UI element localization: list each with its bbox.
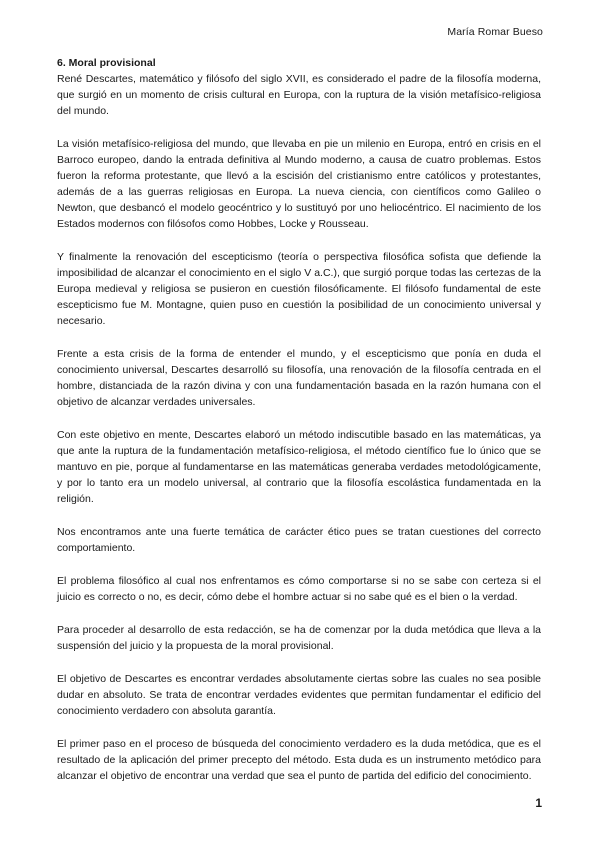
paragraph: Para proceder al desarrollo de esta redacción, se ha de comenzar por la duda metódica que lleva a la suspensión del juicio y la propuesta de la moral provisional. — [57, 624, 541, 652]
paragraph: René Descartes, matemático y filósofo del siglo XVII, es considerado el padre de la filosofía moderna, que surgió en un momento de crisis cultural en Europa, con la ruptura de la visión metafísico-religiosa del mundo. — [57, 73, 541, 117]
paragraph: La visión metafísico-religiosa del mundo, que llevaba en pie un milenio en Europa, entró en crisis en el Barroco europeo, dando la entrada definitiva al Mundo moderno, a causa de cuatro problemas. Estos fueron la reforma protestante, que llevó a la escisión del cristianismo entre católicos y protestantes, además de a las guerras religiosas en Europa. La nueva ciencia, con científicos como Galileo o Newton, que desbancó el modelo geocéntrico y lo sustituyó por uno heliocéntrico. El nacimiento de los Estados modernos con filósofos como Hobbes, Locke y Rousseau. — [57, 138, 541, 230]
section-title: 6. Moral provisional — [57, 57, 156, 69]
paragraph: Con este objetivo en mente, Descartes elaboró un método indiscutible basado en las matemáticas, ya que ante la ruptura de la fundamentación metafísico-religiosa, el método científico fue lo único que se mantuvo en pie, porque al fundamentarse en las matemáticas generaba verdades metodológicamente, y por lo tanto era un modelo universal, al contrario que la filosofía escolástica fundamentada en la religión. — [57, 429, 541, 505]
page-number: 1 — [535, 796, 542, 810]
header-author: María Romar Bueso — [447, 26, 543, 38]
document-body — [57, 55, 541, 801]
paragraph: El primer paso en el proceso de búsqueda del conocimiento verdadero es la duda metódica, que es el resultado de la aplicación del primer precepto del método. Esta duda es un instrumento metódico para alcanzar el objetivo de encontrar una verdad que sea el punto de partida del edificio del conocimiento. — [57, 738, 541, 782]
paragraph: El objetivo de Descartes es encontrar verdades absolutamente ciertas sobre las cuales no sea posible dudar en absoluto. Se trata de encontrar verdades evidentes que permitan fundamentar el edificio del conocimiento verdadero con absoluta garantía. — [57, 673, 541, 717]
paragraph: El problema filosófico al cual nos enfrentamos es cómo comportarse si no se sabe con certeza si el juicio es correcto o no, es decir, cómo debe el hombre actuar si no sabe qué es el bien o la verdad. — [57, 575, 541, 603]
paragraph: Frente a esta crisis de la forma de entender el mundo, y el escepticismo que ponía en duda el conocimiento universal, Descartes desarrolló su filosofía, una renovación de la filosofía centrada en el hombre, distanciada de la razón divina y con una fundamentación basada en la razón humana con el objetivo de alcanzar verdades universales. — [57, 348, 541, 408]
paragraph: Y finalmente la renovación del escepticismo (teoría o perspectiva filosófica sofista que defiende la imposibilidad de alcanzar el conocimiento en el siglo V a.C.), que surgió porque todas las certezas de la Europa medieval y religiosa se pusieron en cuestión filosóficamente. El filósofo fundamental de este escepticismo fue M. Montagne, quien puso en cuestión la posibilidad de un conocimiento universal y necesario. — [57, 251, 541, 327]
paragraph: Nos encontramos ante una fuerte temática de carácter ético pues se tratan cuestiones del correcto comportamiento. — [57, 526, 541, 554]
